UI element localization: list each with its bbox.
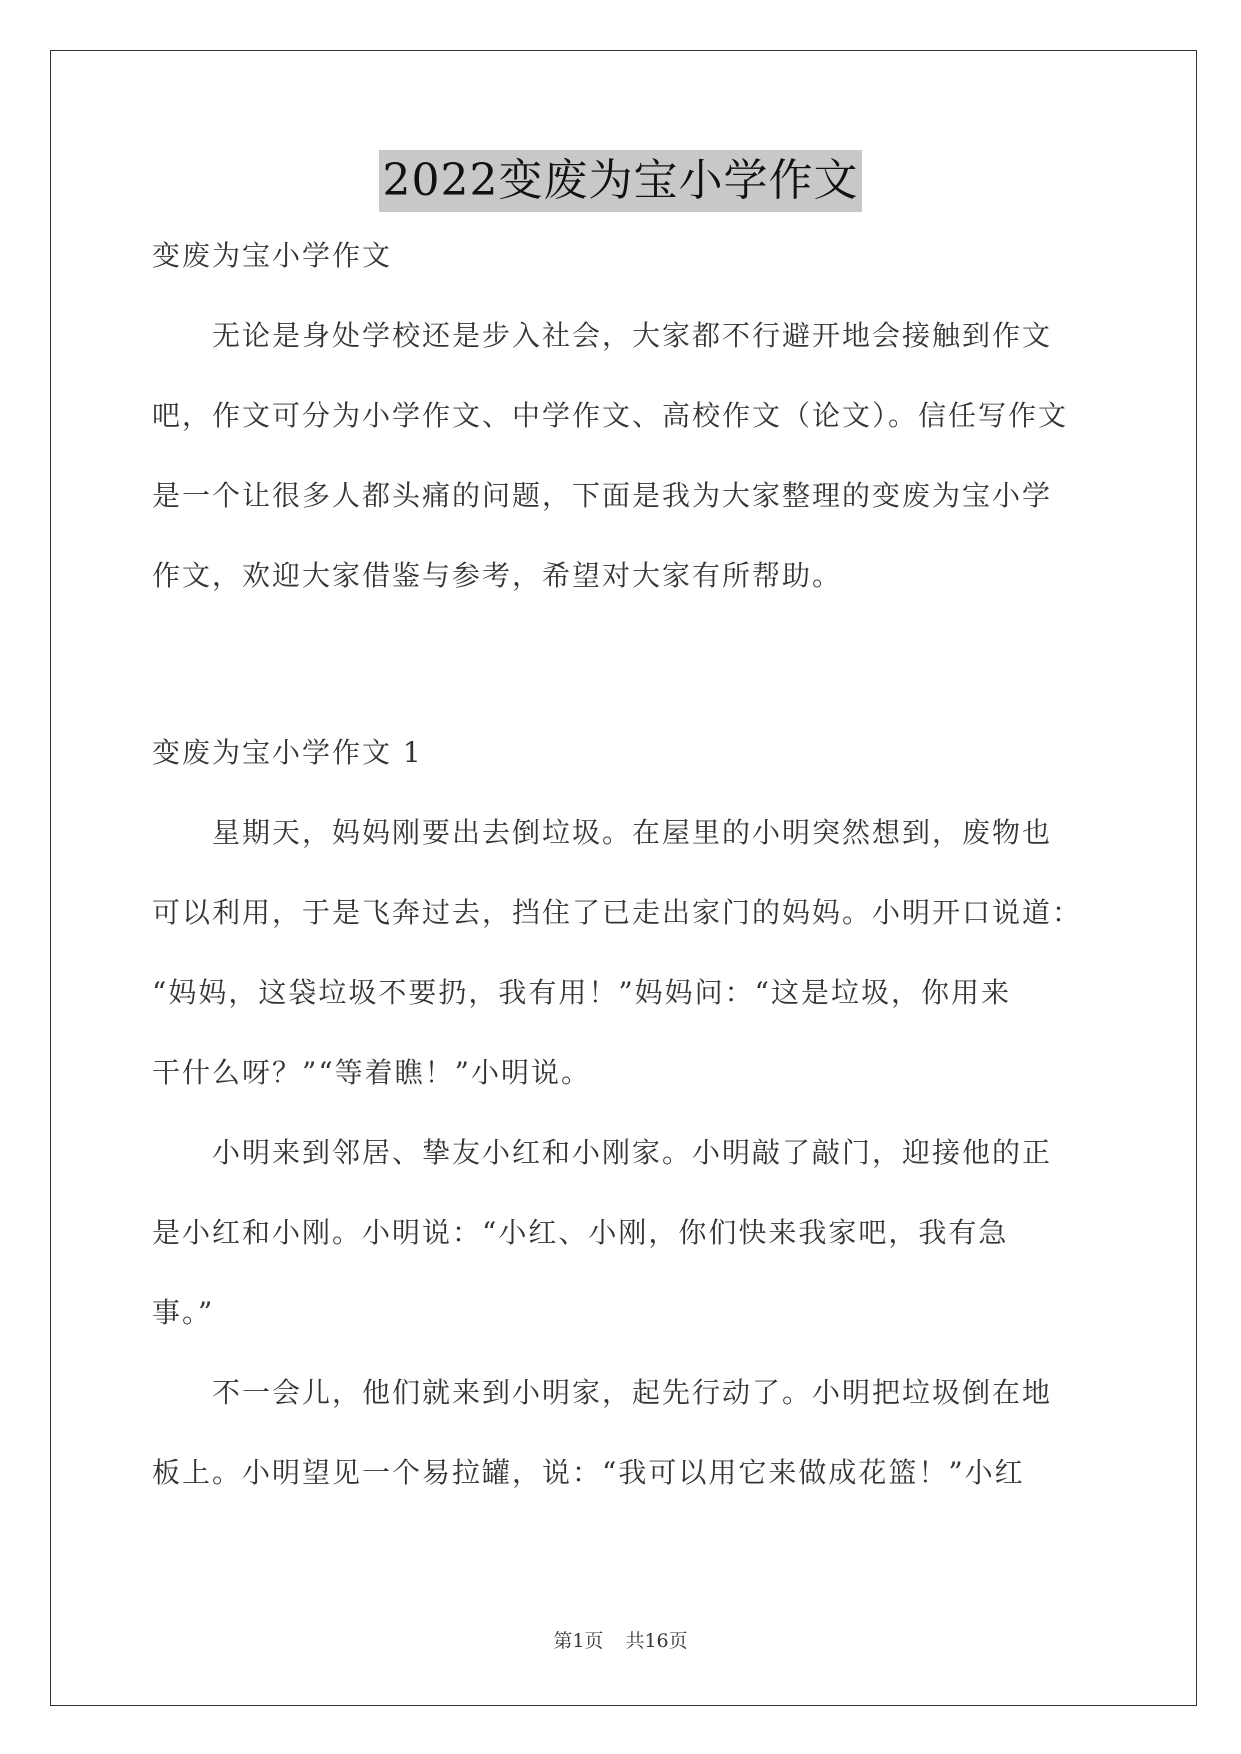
- text-line: 星期天，妈妈刚要出去倒垃圾。在屋里的小明突然想到，废物也: [212, 816, 1053, 849]
- text-line: 不一会儿，他们就来到小明家，起先行动了。小明把垃圾倒在地: [212, 1376, 1053, 1409]
- text-line: “妈妈，这袋垃圾不要扔，我有用！”妈妈问：“这是垃圾，你用来: [152, 976, 1011, 1009]
- text-line: 变废为宝小学作文 1: [152, 736, 423, 769]
- text-line: 变废为宝小学作文: [152, 239, 393, 272]
- text-line: 作文，欢迎大家借鉴与参考，希望对大家有所帮助。: [152, 559, 843, 592]
- text-line: 板上。小明望见一个易拉罐，说：“我可以用它来做成花篮！”小红: [152, 1456, 1025, 1489]
- text-line: 吧，作文可分为小学作文、中学作文、高校作文（论文）。信任写作文: [152, 399, 1069, 432]
- text-line: 事。”: [152, 1296, 215, 1329]
- text-line: 小明来到邻居、挚友小红和小刚家。小明敲了敲门，迎接他的正: [212, 1136, 1053, 1169]
- text-line: 无论是身处学校还是步入社会，大家都不行避开地会接触到作文: [212, 319, 1053, 352]
- text-line: 可以利用，于是飞奔过去，挡住了已走出家门的妈妈。小明开口说道：: [152, 896, 1083, 929]
- page-total: 共16页: [625, 1630, 688, 1652]
- text-line: 是小红和小刚。小明说：“小红、小刚，你们快来我家吧，我有急: [152, 1216, 1009, 1249]
- document-title: 2022变废为宝小学作文: [379, 150, 863, 212]
- text-line: 是一个让很多人都头痛的问题，下面是我为大家整理的变废为宝小学: [152, 479, 1053, 512]
- text-line: 干什么呀？”“等着瞧！”小明说。: [152, 1056, 591, 1089]
- page-footer: [0, 1626, 1241, 1653]
- title-container: [0, 150, 1241, 212]
- page-number: 第1页: [553, 1630, 604, 1652]
